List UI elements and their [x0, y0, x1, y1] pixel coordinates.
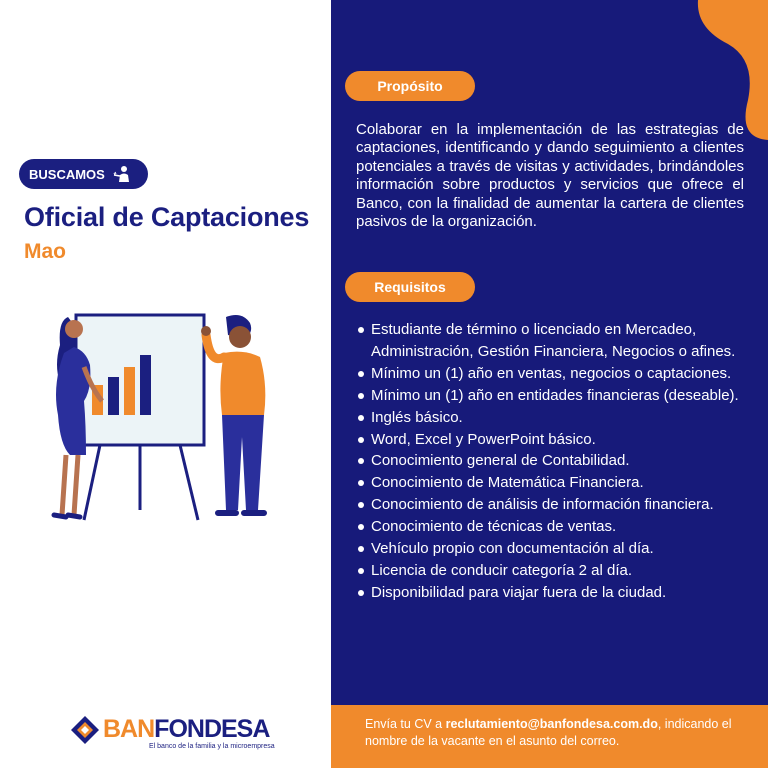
requirements-heading: Requisitos — [345, 272, 475, 302]
decorative-blob — [588, 0, 768, 140]
banfondesa-logo — [69, 714, 275, 754]
list-item: Estudiante de término o licenciado en Mercadeo, Administración, Gestión Financiera, Negocios o afines. — [355, 319, 755, 363]
footer-suffix: , indicando el nombre de la vacante en el asunto del correo. — [365, 717, 732, 748]
list-item: Conocimiento de análisis de información financiera. — [355, 494, 755, 516]
list-item: Conocimiento general de Contabilidad. — [355, 450, 755, 472]
banfondesa-logo-mark-icon — [69, 714, 101, 746]
purpose-heading: Propósito — [345, 71, 475, 101]
details-panel — [331, 0, 768, 768]
buscamos-label: BUSCAMOS — [29, 166, 105, 182]
logo-tagline: El banco de la familia y la microempresa — [149, 743, 275, 750]
footer-prefix: Envía tu CV a — [365, 717, 446, 731]
list-item: Mínimo un (1) año en entidades financieras (deseable). — [355, 385, 755, 407]
list-item: Mínimo un (1) año en ventas, negocios o captaciones. — [355, 363, 755, 385]
apply-footer — [331, 705, 768, 768]
list-item: Vehículo propio con documentación al día. — [355, 538, 755, 560]
logo-ban: BAN — [103, 715, 155, 743]
left-column — [0, 0, 331, 768]
buscamos-badge — [19, 159, 148, 189]
recruitment-email-link[interactable]: reclutamiento@banfondesa.com.do — [445, 717, 658, 731]
presentation-illustration — [30, 305, 290, 525]
job-location: Mao — [24, 240, 66, 263]
logo-wordmark — [103, 715, 269, 743]
job-title: Oficial de Captaciones — [24, 202, 310, 232]
list-item: Conocimiento de Matemática Financiera. — [355, 472, 755, 494]
list-item: Disponibilidad para viajar fuera de la ciudad. — [355, 582, 755, 604]
person-pointing-icon — [112, 164, 132, 184]
list-item: Licencia de conducir categoría 2 al día. — [355, 560, 755, 582]
purpose-text: Colaborar en la implementación de las estrategias de captaciones, identificando y dando seguimiento a clientes potenciales a través de visitas y actividades, brindándoles información sobre productos y servicios que ofrece el Banco, con la finalidad de aumentar la cartera de clientes pasivos de la organización. — [356, 121, 744, 231]
list-item: Conocimiento de técnicas de ventas. — [355, 516, 755, 538]
list-item: Inglés básico. — [355, 407, 755, 429]
list-item: Word, Excel y PowerPoint básico. — [355, 429, 755, 451]
logo-fondesa: FONDESA — [154, 715, 270, 743]
requirements-list — [355, 319, 755, 604]
